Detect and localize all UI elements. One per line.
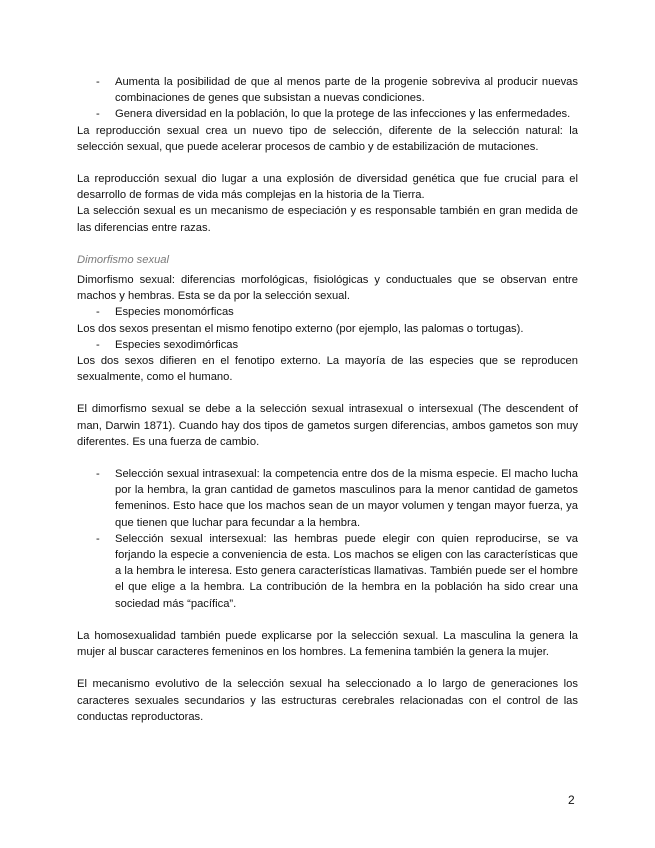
page-number: 2 bbox=[568, 793, 575, 807]
paragraph-mecanismo: El mecanismo evolutivo de la selección sexual ha seleccionado a lo largo de generaciones los caracteres sexuales secundarios y las estructuras cerebrales relacionadas con el control de las conductas reproductoras. bbox=[77, 678, 578, 723]
list-item: - Selección sexual intersexual: las hembras puede elegir con quien reproducirse, se va forjando la especie a conveniencia de esta. Los machos se eligen con las características que a la hembra le interesa. Esto genera características llamativas. También puede ser el hombre el que elige a la hembra. La contribución de la hembra en la población ha sido crear una sociedad más “pacífica”. bbox=[77, 531, 578, 612]
selection-bullet-list bbox=[77, 466, 578, 612]
document-page bbox=[77, 74, 578, 725]
paragraph-dimorfismo-definicion: Dimorfismo sexual: diferencias morfológicas, fisiológicas y conductuales que se observan entre machos y hembras. Esta se da por la selección sexual. bbox=[77, 274, 578, 303]
sexodimorficas-list bbox=[77, 337, 578, 353]
paragraph-monomorficas: Los dos sexos presentan el mismo fenotipo externo (por ejemplo, las palomas o tortugas). bbox=[77, 322, 524, 335]
paragraph-reproduccion-1: La reproducción sexual crea un nuevo tipo de selección, diferente de la selección natural: la selección sexual, que puede acelerar procesos de cambio y de estabilización de mutaciones. bbox=[77, 124, 578, 153]
paragraph-homosexualidad: La homosexualidad también puede explicarse por la selección sexual. La masculina la genera la mujer al buscar caracteres femeninos en los hombres. La femenina también la genera la mujer. bbox=[77, 629, 578, 659]
monomorficas-list bbox=[77, 304, 578, 320]
list-item: - Especies sexodimórficas bbox=[77, 337, 578, 353]
section-heading: Dimorfismo sexual bbox=[77, 253, 170, 266]
paragraph-dimorfismo-causa: El dimorfismo sexual se debe a la selección sexual intrasexual o intersexual (The descendent of man, Darwin 1871). Cuando hay dos tipos de gametos surgen diferencias, ambos gametos son muy diferentes. Es una fuerza de cambio. bbox=[77, 403, 578, 448]
list-item: - Genera diversidad en la población, lo que la protege de las infecciones y las enfermedades. bbox=[77, 106, 578, 122]
list-item: - Selección sexual intrasexual: la competencia entre dos de la misma especie. El macho lucha por la hembra, la gran cantidad de gametos masculinos para la menor cantidad de gametos femeninos. Esto hace que los machos sean de un mayor volumen y tengan mayor fuerza, ya que tienen que luchar para fecundar a la hembra. bbox=[77, 466, 578, 531]
paragraph-reproduccion-2: La reproducción sexual dio lugar a una explosión de diversidad genética que fue crucial para el desarrollo de formas de vida más complejas en la historia de la Tierra. bbox=[77, 173, 578, 202]
list-item: - Especies monomórficas bbox=[77, 304, 578, 320]
top-bullet-list bbox=[77, 74, 578, 123]
paragraph-sexodimorficas: Los dos sexos difieren en el fenotipo externo. La mayoría de las especies que se reproducen sexualmente, como el humano. bbox=[77, 355, 578, 384]
list-item: - Aumenta la posibilidad de que al menos parte de la progenie sobreviva al producir nuevas combinaciones de genes que subsistan a nuevas condiciones. bbox=[77, 74, 578, 106]
paragraph-seleccion: La selección sexual es un mecanismo de especiación y es responsable también en gran medida de las diferencias entre razas. bbox=[77, 205, 578, 234]
